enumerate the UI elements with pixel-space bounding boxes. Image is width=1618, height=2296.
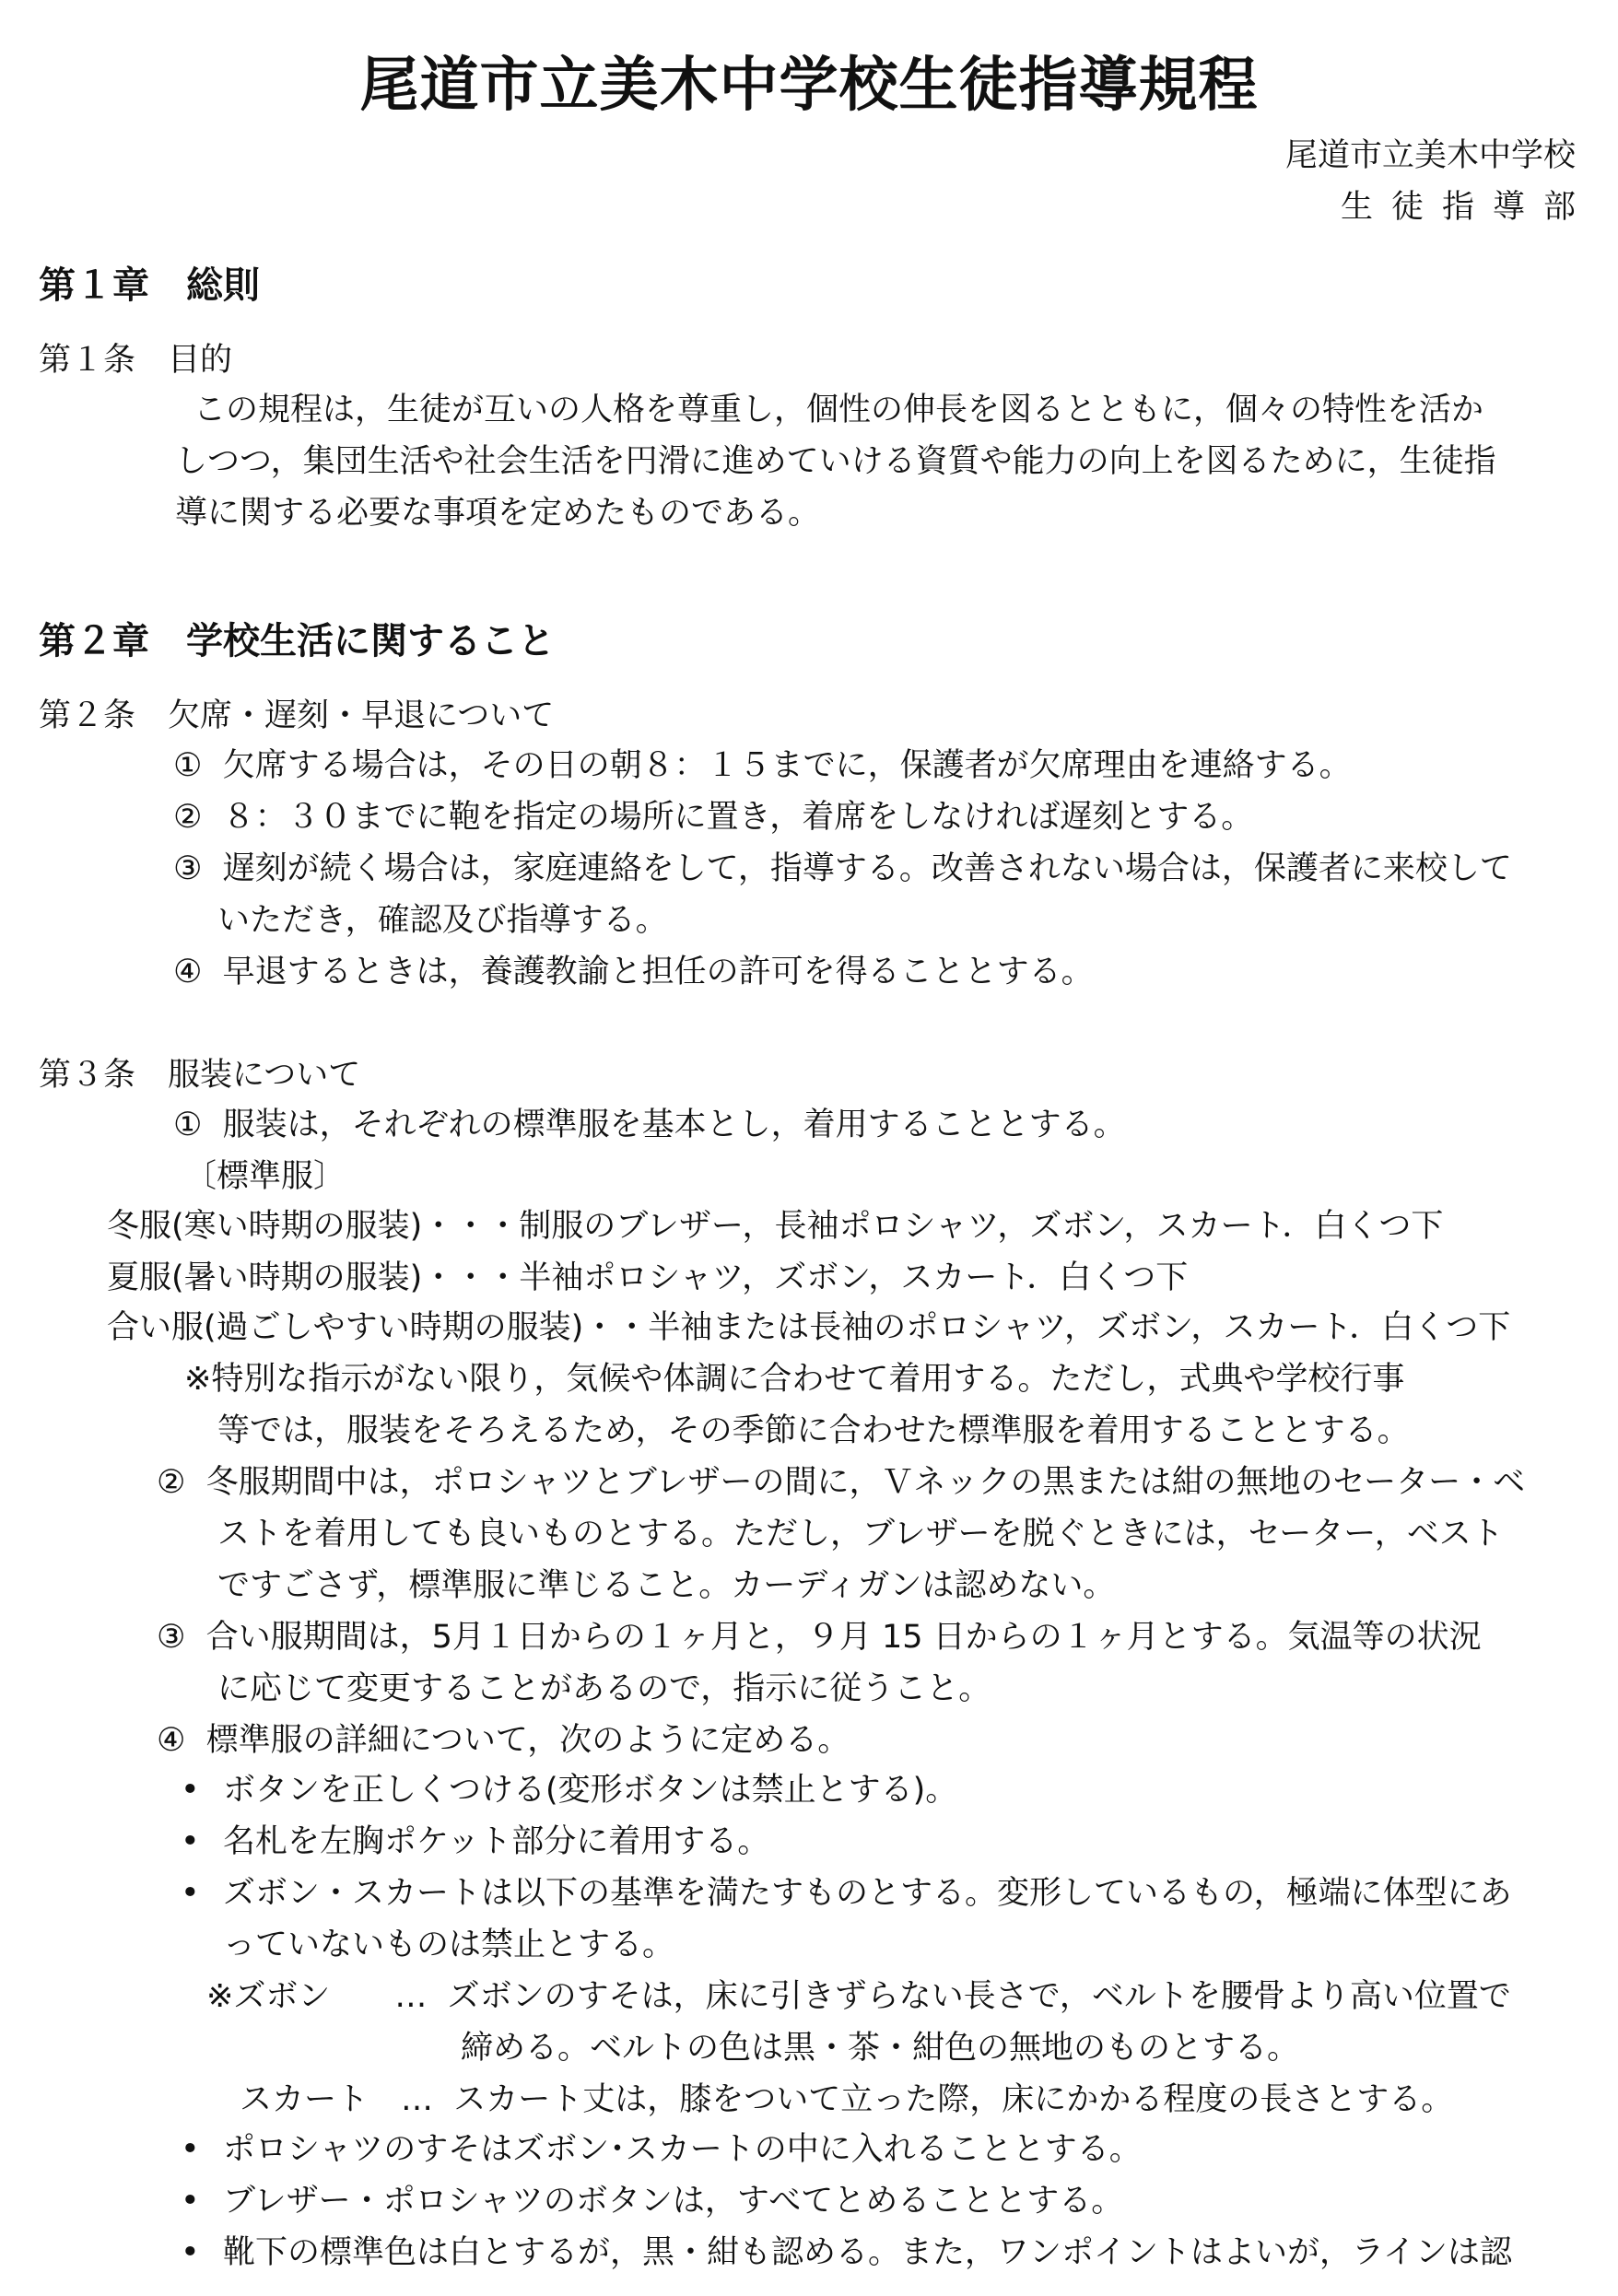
article-3-item-3-cont: に応じて変更することがあるので，指示に従うこと。	[217, 1670, 991, 1707]
bullet-icon: •	[181, 1875, 200, 1912]
between-season-uniform-line: 合い服(過ごしやすい時期の服装)・・半袖または長袖のポロシャツ，ズボン，スカート．白くつ下	[107, 1309, 1511, 1346]
article-2-item-4: ④ 早退するときは，養護教諭と担任の許可を得ることとする。	[173, 954, 1094, 990]
chapter-1-heading: 第１章 総則	[39, 264, 260, 307]
article-3-item-3: ③ 合い服期間は，5月１日からの１ヶ月と，９月 15 日からの１ヶ月とする。気温等の状況	[157, 1619, 1482, 1656]
list-item: ズボン・スカートは以下の基準を満たすものとする。変形しているもの，極端に体型にあ	[223, 1875, 1512, 1912]
article-2-heading: 第２条 欠席・遅刻・早退について	[39, 697, 555, 734]
article-1-heading: 第１条 目的	[39, 342, 233, 379]
article-1-text-line: しつつ，集団生活や社会生活を円滑に進めていける資質や能力の向上を図るために，生徒指	[175, 443, 1496, 480]
list-item: ポロシャツのすそはズボン･スカートの中に入れることとする。	[223, 2131, 1142, 2168]
article-3-item-2-cont: ストを着用しても良いものとする。ただし，ブレザーを脱ぐときには，セーター，ベスト	[217, 1516, 1504, 1552]
winter-uniform-line: 冬服(寒い時期の服装)・・・制服のブレザー，長袖ポロシャツ，ズボン，スカート．白くつ下	[107, 1208, 1444, 1245]
bullet-icon: •	[181, 2131, 200, 2168]
bullet-icon: •	[181, 1823, 200, 1860]
standard-uniform-label: 〔標準服〕	[184, 1158, 346, 1195]
skirt-rule: スカート … スカート丈は，膝をついて立った際，床にかかる程度の長さとする。	[240, 2081, 1454, 2118]
article-2-item-3-cont: いただき，確認及び指導する。	[217, 902, 668, 939]
bullet-icon: •	[181, 2183, 200, 2220]
list-item: 靴下の標準色は白とするが，黒・紺も認める。また，ワンポイントはよいが，ラインは認	[223, 2234, 1512, 2271]
chapter-2-heading: 第２章 学校生活に関すること	[39, 620, 555, 662]
article-3-item-2-cont: ですごさず，標準服に準じること。カーディガンは認めない。	[217, 1567, 1116, 1604]
bullet-icon: •	[181, 1772, 200, 1809]
summer-uniform-line: 夏服(暑い時期の服装)・・・半袖ポロシャツ，ズボン，スカート．白くつ下	[107, 1259, 1189, 1296]
article-3-item-4: ④ 標準服の詳細について，次のように定める。	[157, 1722, 850, 1759]
article-2-item-3: ③ 遅刻が続く場合は，家庭連絡をして，指導する。改善されない場合は，保護者に来校して	[173, 850, 1512, 887]
uniform-note: ※特別な指示がない限り，気候や体調に合わせて着用する。ただし，式典や学校行事	[184, 1361, 1405, 1398]
article-1-text-line: この規程は，生徒が互いの人格を尊重し，個性の伸長を図るとともに，個々の特性を活か	[193, 392, 1484, 428]
document-title: 尾道市立美木中学校生徒指導規程	[359, 52, 1259, 120]
article-3-item-1: ① 服装は，それぞれの標準服を基本とし，着用することとする。	[173, 1107, 1126, 1143]
bullet-icon: •	[181, 2234, 200, 2271]
list-item-cont: っていないものは禁止とする。	[223, 1927, 675, 1963]
article-3-item-2: ② 冬服期間中は，ポロシャツとブレザーの間に，Ｖネックの黒または紺の無地のセーター・ベ	[157, 1464, 1526, 1501]
list-item: ボタンを正しくつける(変形ボタンは禁止とする)。	[223, 1772, 958, 1809]
trousers-rule-cont: 締める。ベルトの色は黒・茶・紺色の無地のものとする。	[461, 2030, 1300, 2067]
list-item: 名札を左胸ポケット部分に着用する。	[223, 1823, 770, 1860]
list-item: ブレザー・ポロシャツのボタンは，すべてとめることとする。	[223, 2183, 1124, 2220]
article-2-item-1: ① 欠席する場合は，その日の朝８：１５までに，保護者が欠席理由を連絡する。	[173, 747, 1352, 784]
trousers-rule: ※ズボン … ズボンのすそは，床に引きずらない長さで，ベルトを腰骨より高い位置で	[206, 1978, 1511, 2015]
uniform-note-cont: 等では，服装をそろえるため，その季節に合わせた標準服を着用することとする。	[217, 1412, 1410, 1449]
article-3-heading: 第３条 服装について	[39, 1057, 361, 1094]
department-name: 生徒指導部	[1340, 189, 1594, 226]
article-1-text-line: 導に関する必要な事項を定めたものである。	[175, 495, 821, 532]
organization-name: 尾道市立美木中学校	[1284, 137, 1576, 174]
article-2-item-2: ② ８：３０までに鞄を指定の場所に置き，着席をしなければ遅刻とする。	[173, 799, 1254, 836]
